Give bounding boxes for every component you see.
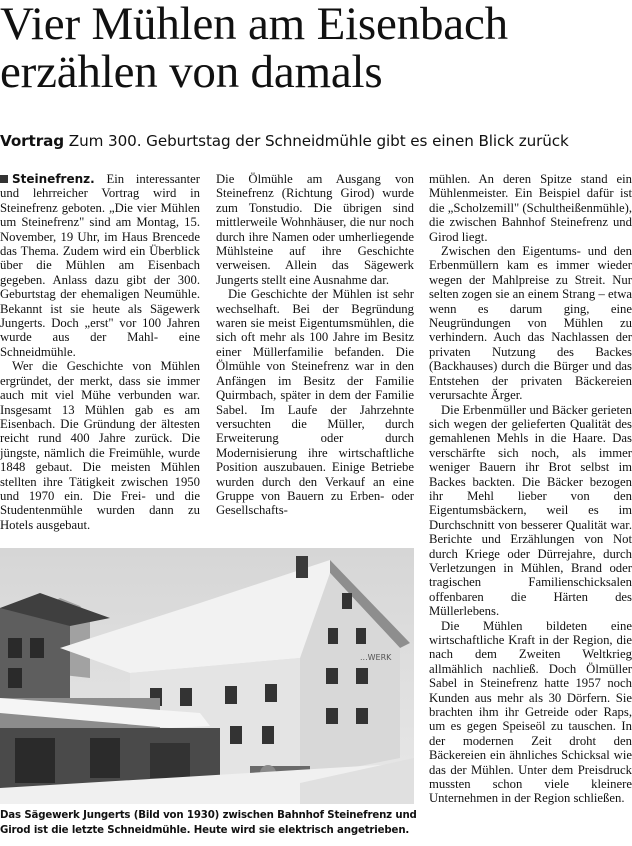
subheadline	[0, 131, 632, 151]
headline-line-1: Vier Mühlen am Eisenbach	[0, 0, 508, 50]
dateline: Steinefrenz.	[12, 172, 95, 186]
article-paragraph: Die Ölmühle am Ausgang von Steinefrenz (Richtung Girod) wurde zum Tonstudio. Die übrigen sind mittlerweile Wohnhäuser, die nur noch durch ihre Namen oder umherliegende Mühlsteine auf ihre Geschichte verweisen. Allein das Sägewerk Jungerts stellt eine Ausnahme dar.	[216, 172, 414, 287]
sawmill-photo	[0, 548, 414, 804]
article-paragraph: Die Erbenmüller und Bäcker gerieten sich wegen der gelieferten Qualität des gemahlenen Mehls in die Haare. Das verschärfte sich noch, als immer weniger Bauern ihr Brot selbst im Backes backten. Die Bäcker bezogen ihr Mehl lieber von den Eigentumsbäckern, weil es im Durchschnitt von besserer Qualität war. Berichte und Erzählungen von Not durch Kriege oder Dürrejahre, durch Verletzungen in Mühlen, Brand oder tragischen Familienschicksalen offenbaren die Härten des Müllerlebens.	[429, 402, 632, 619]
bullet-square-icon	[0, 175, 8, 183]
article-paragraph: Die Mühlen bildeten eine wirtschaftliche Kraft in der Region, die nach dem Zweiten Weltkrieg allmählich nachließ. Doch Ölmüller Sabel in Steinefrenz hatte 1957 noch Kunden aus mehr als 30 Dörfern. Sie brachten ihm ihr Getreide oder Raps, um es gegen Speiseöl zu tauschen. In der modernen Zeit droht den Bäckereien ein ähnliches Schicksal wie das der Mühlen. Unter dem Preisdruck mussten schon viele kleinere Unternehmen in der Region schließen.	[429, 618, 632, 806]
caption-line-2: Girod ist die letzte Schneidmühle. Heute wird sie elektrisch angetrieben.	[0, 825, 410, 836]
article-paragraph: Zwischen den Eigentums- und den Erbenmüllern kam es immer wieder wegen der Mahlpreise zu Streit. Nur selten zogen sie an einem Strang – etwa wenn es darum ging, eine Neugründungen von Mühlen zu verhindern. Auch das Nachlassen der privaten Nutzung des Backes (Backhauses) durch die Bürger und das Entstehen der privaten Bäckereien verursachte Ärger.	[429, 244, 632, 403]
article-paragraph: Wer die Geschichte von Mühlen ergründet, der merkt, dass sie immer auch mit viel Mühe verbunden war. Insgesamt 13 Mühlen gab es am Eisenbach. Die Gründung der ältesten reicht rund 400 Jahre zurück. Die jüngste, nämlich die Freimühle, wurde 1848 gebaut. Die meisten Mühlen stellten ihre Tätigkeit zwischen 1950 und 1970 ein. Die Frei- und die Studentenmühle wurden dann zu Hotels ausgebaut.	[0, 359, 200, 532]
article-column-2	[216, 172, 414, 518]
subheadline-kicker: Vortrag	[0, 132, 65, 150]
article-paragraph	[0, 172, 200, 359]
paragraph-text: Ein interessanter und lehrreicher Vortrag wird in Steinefrenz geboten. „Die vier Mühlen um Steinefrenz" sind am Montag, 15. November, 19 Uhr, im Haus Brencede das Thema. Zudem wird ein Überblick über die Mühlen am Eisenbach gegeben. Anlass dazu gibt der 300. Geburtstag der ehemaligen Neumühle. Bekannt ist sie heute als Sägewerk Jungerts. Doch „erst" vor 100 Jahren wurde aus der Mahl- eine Schneidmühle.	[0, 172, 200, 359]
headline	[0, 0, 632, 96]
article-column-3	[429, 172, 632, 806]
sawmill-photo-illustration	[0, 548, 414, 804]
article-paragraph: Die Geschichte der Mühlen ist sehr wechselhaft. Bei der Begründung waren sie meist Eigentumsmühlen, die sich oft mehr als 100 Jahre im Besitz einer Müllerfamilie befanden. Die Ölmühle von Steinefrenz war in den Anfängen im Besitz der Familie Quirmbach, später in dem der Familie Sabel. Im Laufe der Jahrzehnte versuchten die Müller, durch Erweiterung oder durch Modernisierung ihre wirtschaftliche Position auszubauen. Einige Betriebe wurden durch den Verkauf an eine Gruppe von Bauern zu Erben- oder Gesellschafts-	[216, 287, 414, 518]
headline-line-2: erzählen von damals	[0, 46, 383, 98]
facade-sign: ...WERK	[360, 653, 392, 662]
caption-line-1: Das Sägewerk Jungerts (Bild von 1930) zwischen Bahnhof Steinefrenz und	[0, 810, 417, 821]
photo-caption	[0, 808, 417, 838]
subheadline-text: Zum 300. Geburtstag der Schneidmühle gibt es einen Blick zurück	[68, 132, 569, 150]
article-paragraph: mühlen. An deren Spitze stand ein Mühlenmeister. Ein Beispiel dafür ist die „Scholzemill" (Schultheißenmühle), die zwischen Bahnhof Steinefrenz und Girod liegt.	[429, 172, 632, 244]
article-column-1	[0, 172, 200, 532]
